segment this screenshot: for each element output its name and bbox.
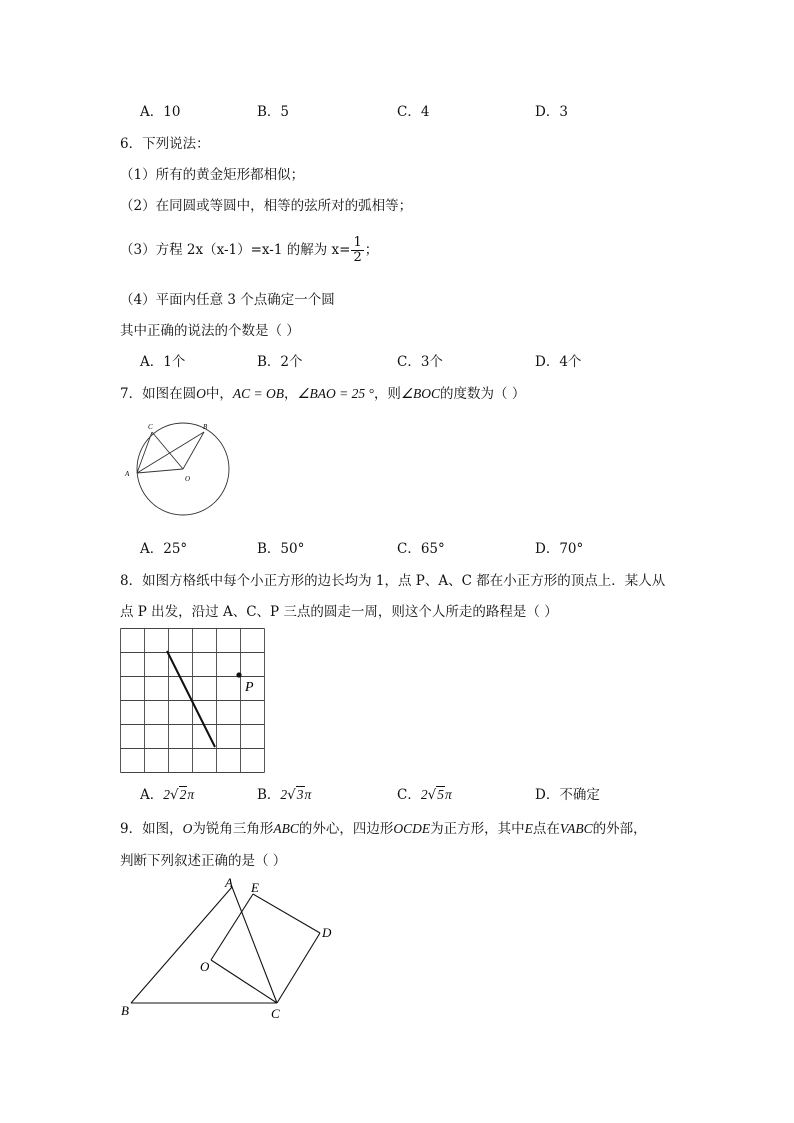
q8-grid-figure — [120, 628, 265, 771]
segment-ac — [137, 432, 152, 473]
q6-item-4: （4）平面内任意 3 个点确定一个圆 — [120, 292, 335, 308]
label-a: A — [225, 875, 233, 890]
q6-item-3: （3）方程 2x（x-1）=x-1 的解为 x= $\frac{1}{2}$ ； — [120, 235, 379, 265]
label-d: D — [322, 925, 332, 940]
segment-oc — [211, 960, 277, 1003]
q6-option-b: B．2个 — [257, 354, 303, 370]
segment-ab — [137, 432, 204, 473]
label-e: E — [251, 880, 259, 895]
segment-ao — [137, 469, 183, 473]
segment-co — [152, 432, 183, 469]
point-p — [236, 672, 241, 677]
q7-option-d: D．70° — [535, 541, 584, 557]
label-o: O — [185, 475, 191, 483]
q6-option-d: D．4个 — [535, 354, 582, 370]
label-b: B — [203, 423, 208, 431]
q6-stem: 6．下列说法： — [120, 136, 210, 152]
label-o: O — [200, 959, 210, 974]
q6-option-a: A．1个 — [140, 354, 186, 370]
label-c: C — [271, 1006, 280, 1021]
q6-option-c: C．3个 — [397, 354, 443, 370]
label-b: B — [121, 1003, 129, 1018]
fraction: $\frac{1}{2}$ — [353, 235, 362, 265]
segment-de — [253, 894, 320, 933]
q5-option-c: C．4 — [397, 104, 430, 120]
q8-option-a: A．2√2π — [140, 787, 195, 803]
segment-ac — [167, 651, 215, 747]
q7-circle-figure — [120, 418, 235, 523]
segment-cd — [277, 933, 320, 1003]
q6-question: 其中正确的说法的个数是（ ） — [120, 323, 300, 339]
q6-item-2: （2）在同圆或等圆中，相等的弦所对的弧相等； — [120, 198, 413, 214]
q8-stem-line-2: 点 P 出发，沿过 A、C、P 三点的圆走一周，则这个人所走的路程是（ ） — [120, 604, 558, 620]
q7-option-a: A．25° — [140, 541, 188, 557]
label-c: C — [148, 423, 153, 431]
q9-stem-line-2: 判断下列叙述正确的是（ ） — [120, 853, 287, 869]
q5-option-d: D．3 — [535, 104, 568, 120]
q5-option-b: B．5 — [257, 104, 290, 120]
q8-stem-line-1: 8．如图方格纸中每个小正方形的边长均为 1，点 P、A、C 都在小正方形的顶点上．某人从 — [120, 573, 666, 589]
q6-item-1: （1）所有的黄金矩形都相似； — [120, 167, 305, 183]
segment-ba — [131, 887, 232, 1003]
q7-option-c: C．65° — [397, 541, 445, 557]
label-a: A — [125, 470, 130, 478]
q7-stem: 7．如图在圆O中，AC = OB，∠BAO = 25 °，则∠BOC的度数为（ ） — [120, 386, 526, 402]
q9-geometry-figure — [115, 872, 345, 1027]
q5-option-a: A．10 — [140, 104, 181, 120]
segment-bo — [183, 432, 204, 469]
q9-stem-line-1: 9．如图，O为锐角三角形ABC的外心，四边形OCDE为正方形，其中E点在VABC的外部， — [120, 821, 647, 837]
label-p: P — [245, 680, 254, 695]
q8-option-d: D．不确定 — [535, 787, 600, 803]
q8-option-c: C．2√5π — [397, 787, 452, 803]
q8-option-b: B．2√3π — [257, 787, 312, 803]
q7-option-b: B．50° — [257, 541, 305, 557]
